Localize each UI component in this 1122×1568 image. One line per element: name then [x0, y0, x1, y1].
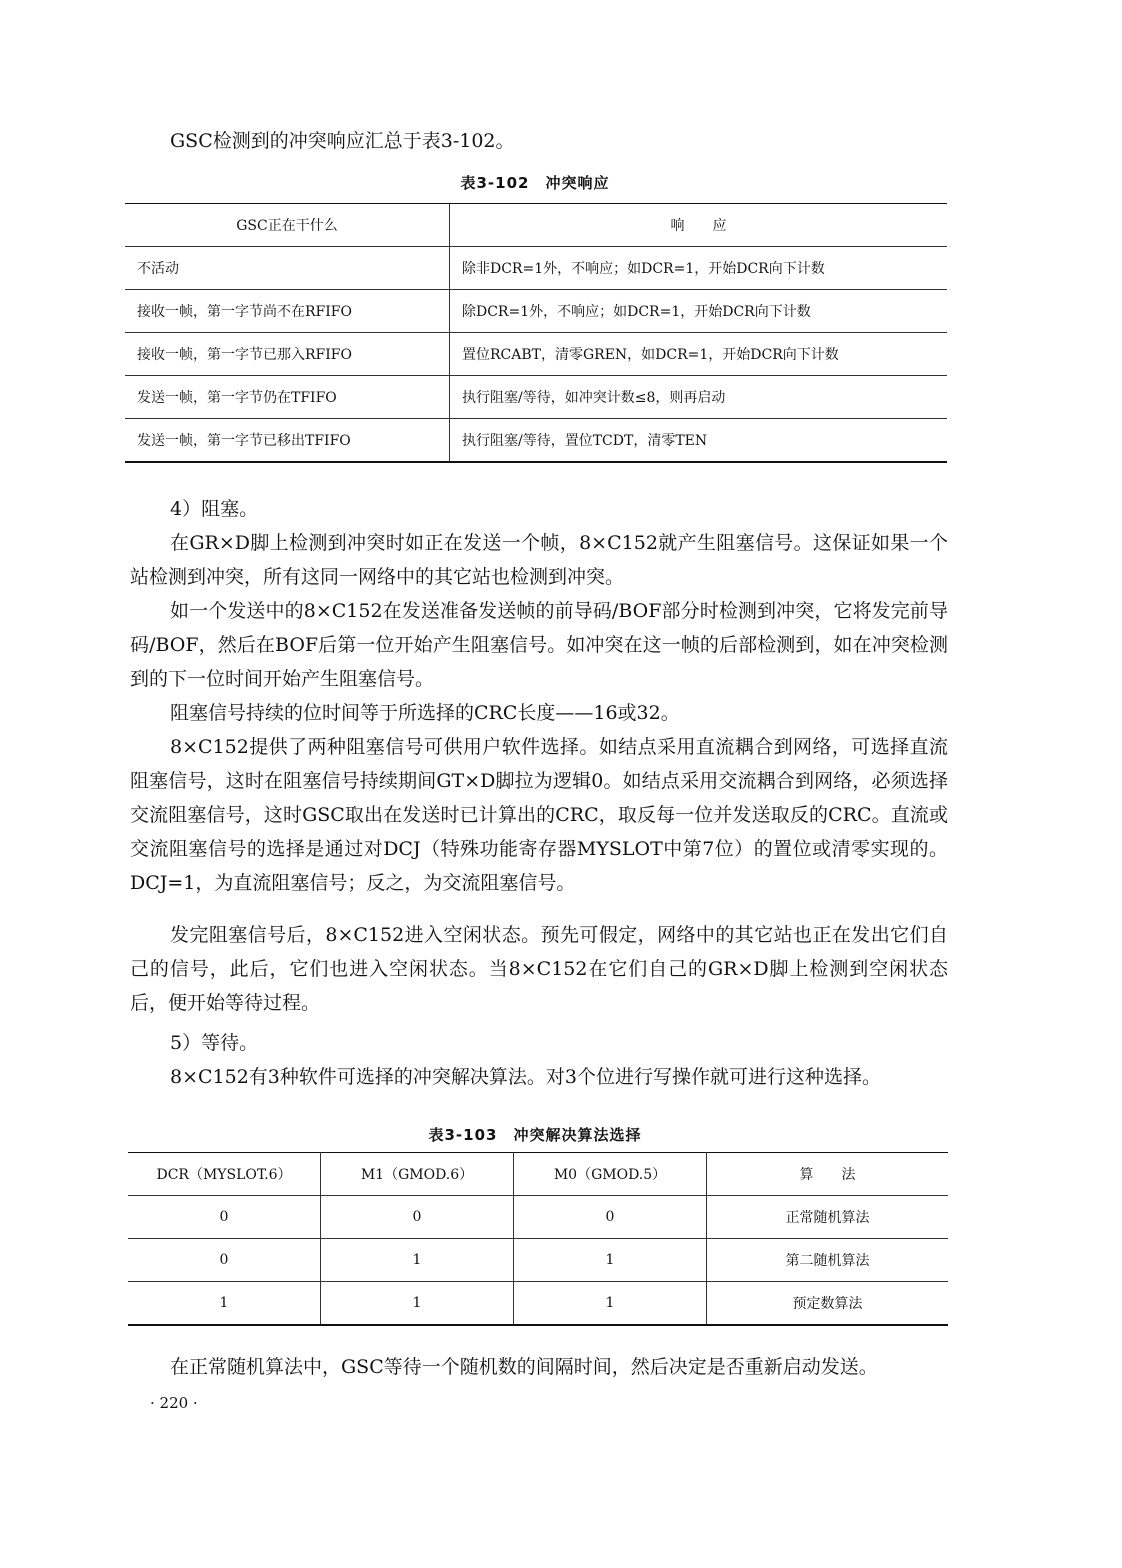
table-3-103-caption: 表3-103 冲突解决算法选择: [428, 1126, 642, 1144]
table-cell: 1: [514, 1239, 707, 1282]
table-cell: 第二随机算法: [707, 1239, 949, 1282]
body-paragraph: 阻塞信号持续的位时间等于所选择的CRC长度——16或32。: [170, 702, 680, 724]
body-paragraph: 如一个发送中的8×C152在发送准备发送帧的前导码/BOF部分时检测到冲突，它将发完前导码/BOF，然后在BOF后第一位开始产生阻塞信号。如冲突在这一帧的后部检测到，如在冲突检测到的下一位时间开始产生阻塞信号。: [130, 600, 948, 690]
table-3-102: [125, 203, 947, 463]
page-number: · 220 ·: [150, 1394, 198, 1412]
table-header-cell: 响 应: [450, 204, 948, 247]
table-header-row: [125, 204, 947, 247]
table-cell: 1: [128, 1282, 321, 1326]
table-header-cell: DCR（MYSLOT.6）: [128, 1153, 321, 1196]
table-cell: 执行阻塞/等待，如冲突计数≤8，则再启动: [450, 376, 948, 419]
table-cell: 0: [514, 1196, 707, 1239]
table-cell: 0: [321, 1196, 514, 1239]
intro-paragraph: GSC检测到的冲突响应汇总于表3-102。: [170, 130, 515, 152]
table-cell: 发送一帧，第一字节已移出TFIFO: [125, 419, 450, 463]
table-cell: 发送一帧，第一字节仍在TFIFO: [125, 376, 450, 419]
table-row: [128, 1196, 948, 1239]
table-header-cell: M0（GMOD.5）: [514, 1153, 707, 1196]
table-row: [128, 1239, 948, 1282]
table-row: [128, 1282, 948, 1326]
section-heading-waiting: 5）等待。: [170, 1032, 259, 1054]
table-3-103: [128, 1152, 948, 1326]
table-header-cell: M1（GMOD.6）: [321, 1153, 514, 1196]
table-row: [125, 290, 947, 333]
table-cell: 0: [128, 1196, 321, 1239]
table-cell: 正常随机算法: [707, 1196, 949, 1239]
table-cell: 1: [514, 1282, 707, 1326]
table-cell: 预定数算法: [707, 1282, 949, 1326]
section-heading-blocking: 4）阻塞。: [170, 498, 259, 520]
table-cell: 1: [321, 1239, 514, 1282]
table-header-cell: 算 法: [707, 1153, 949, 1196]
table-cell: 不活动: [125, 247, 450, 290]
table-header-row: [128, 1153, 948, 1196]
closing-paragraph: 在正常随机算法中，GSC等待一个随机数的间隔时间，然后决定是否重新启动发送。: [170, 1356, 878, 1378]
table-cell: 除非DCR=1外，不响应；如DCR=1，开始DCR向下计数: [450, 247, 948, 290]
body-paragraph: 8×C152提供了两种阻塞信号可供用户软件选择。如结点采用直流耦合到网络，可选择直流阻塞信号，这时在阻塞信号持续期间GT×D脚拉为逻辑0。如结点采用交流耦合到网络，必须选择交流阻塞信号，这时GSC取出在发送时已计算出的CRC，取反每一位并发送取反的CRC。直流或交流阻塞信号的选择是通过对DCJ（特殊功能寄存器MYSLOT中第7位）的置位或清零实现的。DCJ=1，为直流阻塞信号；反之，为交流阻塞信号。: [130, 736, 948, 894]
table-cell: 0: [128, 1239, 321, 1282]
table-row: [125, 419, 947, 463]
body-paragraph: 在GR×D脚上检测到冲突时如正在发送一个帧，8×C152就产生阻塞信号。这保证如果一个站检测到冲突，所有这同一网络中的其它站也检测到冲突。: [130, 532, 948, 588]
table-header-cell: GSC正在干什么: [125, 204, 450, 247]
table-row: [125, 333, 947, 376]
body-paragraph: 发完阻塞信号后，8×C152进入空闲状态。预先可假定，网络中的其它站也正在发出它们自己的信号，此后，它们也进入空闲状态。当8×C152在它们自己的GR×D脚上检测到空闲状态后，便开始等待过程。: [130, 924, 948, 1014]
table-cell: 执行阻塞/等待，置位TCDT，清零TEN: [450, 419, 948, 463]
table-row: [125, 376, 947, 419]
table-cell: 除DCR=1外，不响应；如DCR=1，开始DCR向下计数: [450, 290, 948, 333]
table-cell: 1: [321, 1282, 514, 1326]
body-paragraph: 8×C152有3种软件可选择的冲突解决算法。对3个位进行写操作就可进行这种选择。: [170, 1066, 881, 1088]
table-row: [125, 247, 947, 290]
table-cell: 接收一帧，第一字节已那入RFIFO: [125, 333, 450, 376]
table-cell: 接收一帧，第一字节尚不在RFIFO: [125, 290, 450, 333]
table-3-102-caption: 表3-102 冲突响应: [460, 174, 610, 192]
table-cell: 置位RCABT，清零GREN，如DCR=1，开始DCR向下计数: [450, 333, 948, 376]
